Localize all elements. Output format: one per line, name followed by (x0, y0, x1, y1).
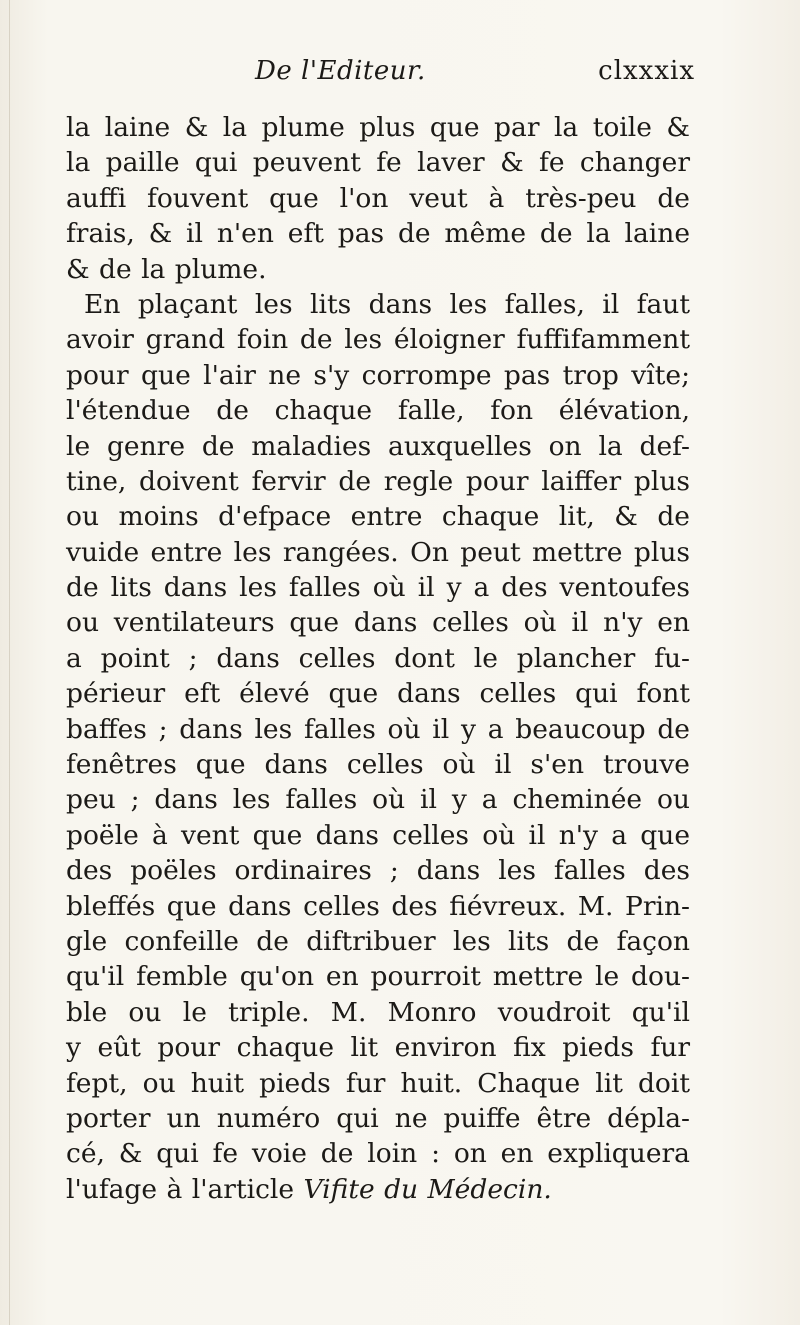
running-head: De l'Editeur. (255, 56, 426, 86)
text-line: pour que l'air ne s'y corrompe pas trop vîte; (66, 359, 690, 391)
text-line: & de la plume. (66, 253, 267, 285)
text-line: bleffés que dans celles des fiévreux. M. Prin- (66, 890, 690, 922)
text-line: la paille qui peuvent fe laver & fe changer (66, 147, 690, 179)
text-line: y eût pour chaque lit environ fix pieds fur (66, 1032, 690, 1064)
paragraph-start-line: En plaçant les lits dans les falles, il faut (84, 288, 690, 320)
text-line: a point ; dans celles dont le plancher fu- (66, 642, 690, 674)
text-line: des poëles ordinaires ; dans les falles des (66, 855, 690, 887)
text-line: fept, ou huit pieds fur huit. Chaque lit doit (66, 1067, 690, 1099)
text-line: fenêtres que dans celles où il s'en trouve (66, 749, 690, 781)
text-line: vuide entre les rangées. On peut mettre plus (66, 536, 690, 568)
text-line: le genre de maladies auxquelles on la def- (66, 430, 690, 462)
body-text (66, 110, 690, 1207)
text-line: poële à vent que dans celles où il n'y a que (66, 819, 690, 851)
article-reference: Vifite du Médecin. (303, 1173, 552, 1205)
text-line: auffi fouvent que l'on veut à très-peu de (66, 182, 690, 214)
text-line: porter un numéro qui ne puiffe être dépla- (66, 1102, 690, 1134)
text-line: la laine & la plume plus que par la toile & (66, 112, 690, 143)
text-line: avoir grand foin de les éloigner fuffifamment (66, 324, 690, 356)
text-line: l'étendue de chaque falle, fon élévation, (66, 395, 690, 427)
final-line-text: l'ufage à l'article (66, 1173, 304, 1205)
text-line: ou ventilateurs que dans celles où il n'y en (66, 607, 690, 639)
text-line: gle confeille de diftribuer les lits de façon (66, 925, 690, 957)
text-line: cé, & qui fe voie de loin : on en expliquera (66, 1138, 690, 1170)
text-line: frais, & il n'en eft pas de même de la laine (66, 218, 690, 250)
text-line: qu'il femble qu'on en pourroit mettre le dou- (66, 961, 690, 993)
text-line: peu ; dans les falles où il y a cheminée ou (66, 784, 690, 816)
page-number: clxxxix (598, 56, 695, 86)
text-line: de lits dans les falles où il y a des ventoufes (66, 572, 690, 604)
text-line: ou moins d'efpace entre chaque lit, & de (66, 501, 690, 533)
page-gutter (9, 0, 10, 1325)
text-line: ble ou le triple. M. Monro voudroit qu'il (66, 996, 690, 1028)
text-line: périeur eft élevé que dans celles qui font (66, 678, 690, 710)
final-text-line (66, 1172, 690, 1207)
text-line: tine, doivent fervir de regle pour laiffer plus (66, 465, 690, 497)
page-header (255, 56, 695, 96)
text-line: baffes ; dans les falles où il y a beaucoup de (66, 713, 690, 745)
